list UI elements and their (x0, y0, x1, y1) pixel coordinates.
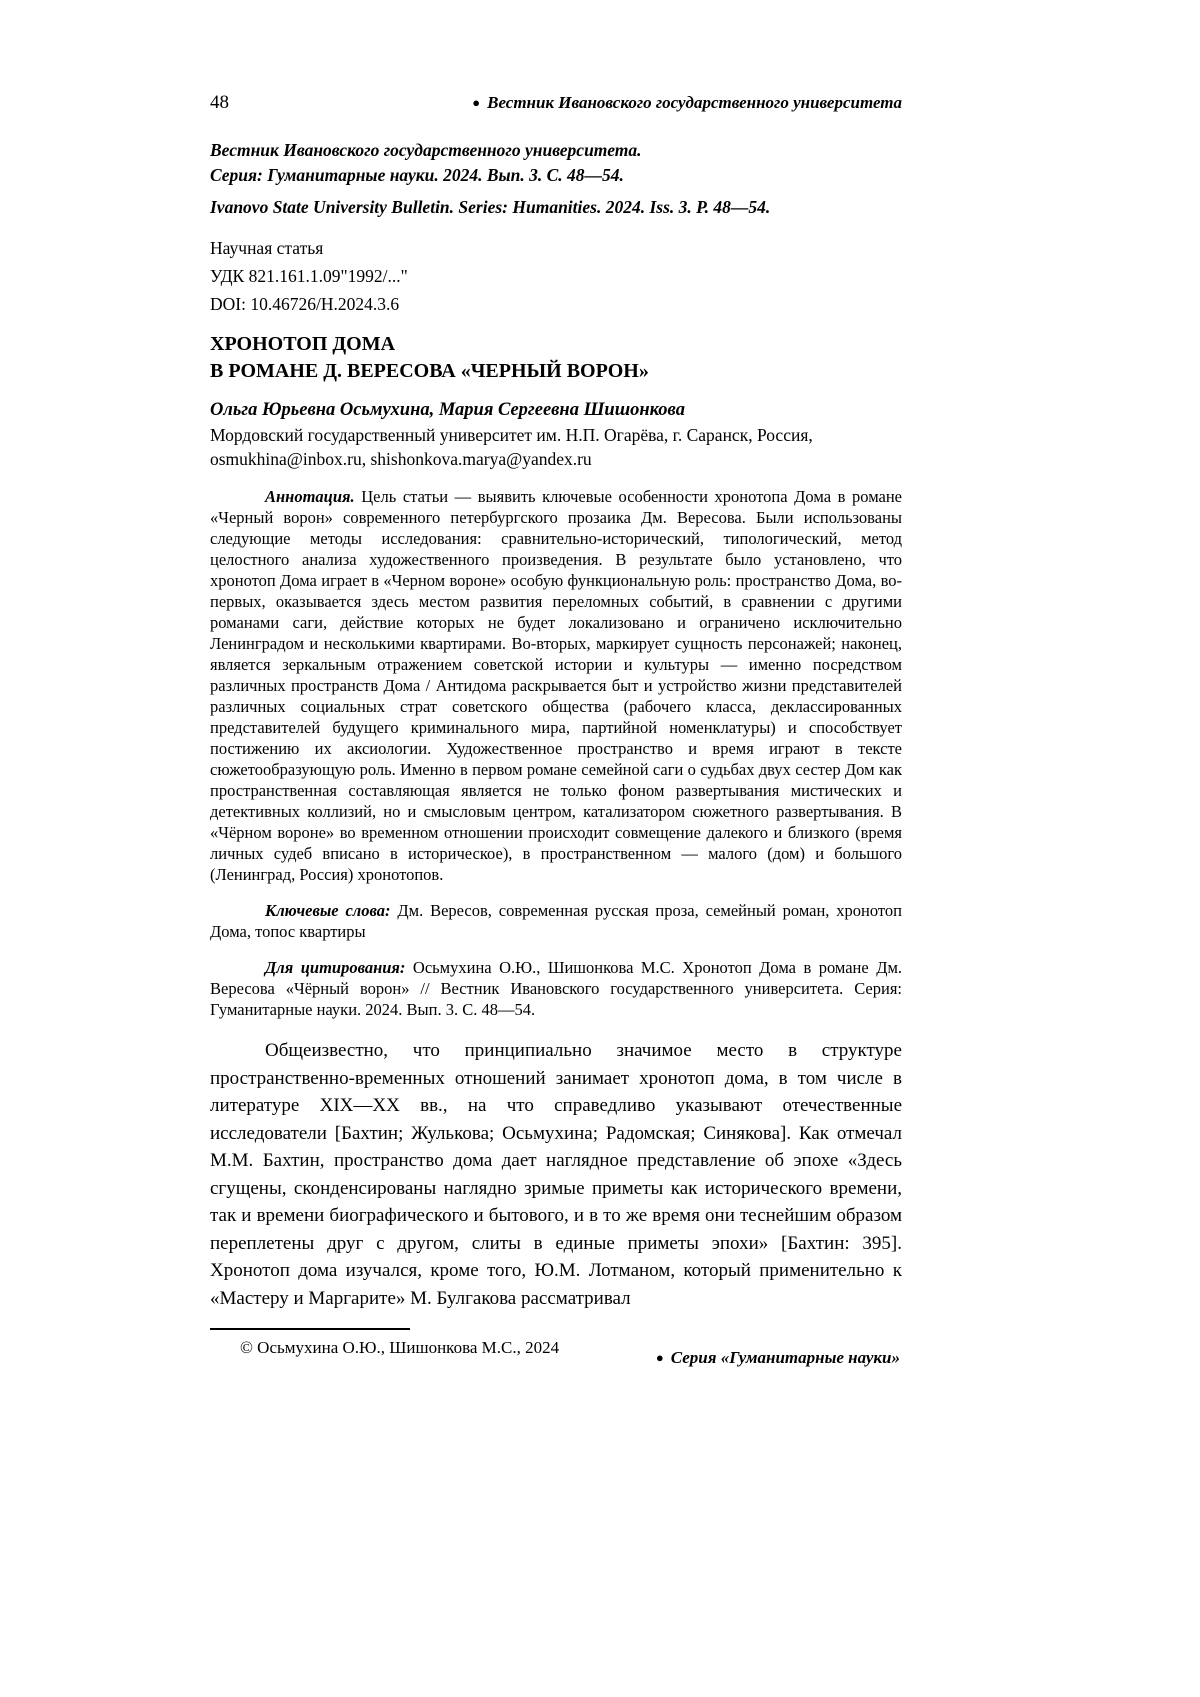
journal-ref-en-line: Ivanovo State University Bulletin. Series: Humanities. 2024. Iss. 3. P. 48—54. (210, 197, 771, 217)
journal-ref-ru-line1: Вестник Ивановского государственного университета. (210, 140, 642, 160)
running-head-text: Вестник Ивановского государственного университета (487, 93, 902, 112)
journal-ref-ru-line2: Серия: Гуманитарные науки. 2024. Вып. 3. С. 48—54. (210, 165, 624, 185)
keywords-label: Ключевые слова: (265, 901, 391, 920)
abstract (210, 486, 902, 885)
article-title-line2: В РОМАНЕ Д. ВЕРЕСОВА «ЧЕРНЫЙ ВОРОН» (210, 360, 649, 382)
running-header (210, 92, 902, 114)
footnote-rule (210, 1328, 410, 1330)
abstract-text: Цель статьи — выявить ключевые особенности хронотопа Дома в романе «Черный ворон» современного петербургского прозаика Дм. Вересова. Были использованы следующие методы исследования: сравнительно-исторический, типологический, метод целостного анализа художественного произведения. В результате было установлено, что хронотоп Дома играет в «Черном вороне» особую функциональную роль: пространство Дома, во-первых, оказывается здесь местом развития переломных событий, в сравнении с другими романами саги, действие которых не будет локализовано и ограничено исключительно Ленинградом и несколькими квартирами. Во-вторых, маркирует сущность персонажей; наконец, является зеркальным отражением советской истории и культуры — именно посредством различных пространств Дома / Антидома раскрывается быт и устройство жизни представителей различных социальных страт советского общества (рабочего класса, деклассированных представителей будущего криминального мира, партийной номенклатуры) и способствует постижению их аксиологии. Художественное пространство и время играют в тексте сюжетообразующую роль. Именно в первом романе семейной саги о судьбах двух сестер Дом как пространственная составляющая является не только фоном развертывания мистических и детективных коллизий, но и смысловым центром, катализатором сюжетного развертывания. В «Чёрном вороне» во временном отношении происходит совмещение далекого и близкого (время личных судеб вписано в историческое), в пространственном — малого (дом) и большого (Ленинград, Россия) хронотопов. (210, 487, 902, 884)
article-title-line1: ХРОНОТОП ДОМА (210, 333, 396, 355)
citation-text: Осьмухина О.Ю., Шишонкова М.С. Хронотоп Дома в романе Дм. Вересова «Чёрный ворон» // Вестник Ивановского государственного университета. Серия: Гуманитарные науки. 2024. Вып. 3. С. 48—54. (210, 958, 903, 1019)
keywords (210, 900, 902, 942)
article-type: Научная статья (210, 238, 324, 258)
page-footer-text: Серия «Гуманитарные науки» (670, 1348, 900, 1367)
citation (210, 957, 902, 1020)
copyright-notice: © Осьмухина О.Ю., Шишонкова М.С., 2024 (240, 1338, 560, 1357)
page-footer (656, 1348, 900, 1368)
bullet-icon: ● (655, 1350, 664, 1365)
keywords-text: Дм. Вересов, современная русская проза, семейный роман, хронотоп Дома, топос квартиры (210, 901, 902, 941)
running-head (472, 93, 902, 113)
article-meta (210, 234, 902, 318)
article-title (210, 331, 902, 385)
udc-number: УДК 821.161.1.09"1992/..." (210, 266, 408, 286)
authors-names: Ольга Юрьевна Осьмухина, Мария Сергеевна Шишонкова (210, 400, 685, 420)
citation-label: Для цитирования: (265, 958, 406, 977)
authors-emails: osmukhina@inbox.ru, shishonkova.marya@yandex.ru (210, 449, 592, 469)
journal-reference-block (210, 138, 902, 220)
abstract-label: Аннотация. (265, 487, 355, 506)
bullet-icon: ● (472, 95, 481, 110)
authors-affiliation: Мордовский государственный университет им. Н.П. Огарёва, г. Саранск, Россия, (210, 425, 813, 445)
body-paragraph: Общеизвестно, что принципиально значимое место в структуре пространственно-временных отношений занимает хронотоп дома, в том числе в литературе XIX—XX вв., на что справедливо указывают отечественные исследователи [Бахтин; Жулькова; Осьмухина; Радомская; Синякова]. Как отмечал М.М. Бахтин, пространство дома дает наглядное представление об эпохе «Здесь сгущены, сконденсированы наглядно зримые приметы как исторического времени, так и времени биографического и бытового, и в то же время они теснейшим образом переплетены друг с другом, слиты в единые приметы эпохи» [Бахтин: 395]. Хронотоп дома изучался, кроме того, Ю.М. Лотманом, который применительно к «Мастеру и Маргарите» М. Булгакова рассматривал (210, 1040, 902, 1309)
page-content (210, 92, 902, 1359)
doi-number: DOI: 10.46726/H.2024.3.6 (210, 294, 400, 314)
page-number: 48 (210, 92, 229, 113)
